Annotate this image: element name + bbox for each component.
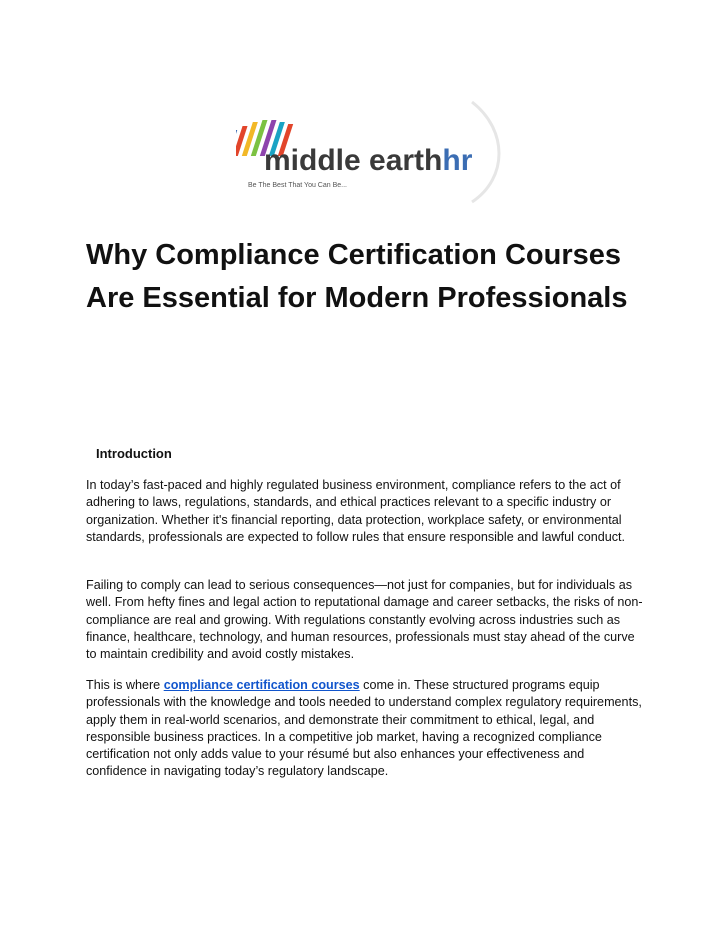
document-title: Why Compliance Certification Courses Are Essential for Modern Professionals <box>86 239 628 314</box>
compliance-courses-link[interactable]: compliance certification courses <box>163 678 360 692</box>
paragraph-2: Failing to comply can lead to serious consequences—not just for companies, but for individuals as well. From hefty fines and legal action to reputational damage and career setbacks, the risks of non-compliance are real and growing. With regulations constantly evolving across industries such as finance, healthcare, technology, and human resources, professionals must stay ahead of the curve to maintain credibility and avoid costly mistakes. <box>86 578 643 662</box>
logo-arc <box>472 102 499 202</box>
paragraph-3-intro: This is where <box>86 678 164 692</box>
logo-wordmark: middle earthhr <box>264 144 473 177</box>
paragraph-1: In today’s fast-paced and highly regulated business environment, compliance refers to the act of adhering to laws, regulations, standards, and ethical practices relevant to a specific industry or organization. Whether it's financial reporting, data protection, workplace safety, or environmental standards, professionals are expected to follow rules that ensure responsible and lawful conduct. <box>86 478 626 544</box>
logo-graphic <box>236 100 506 205</box>
paragraph-3 <box>86 677 644 781</box>
logo-tagline: Be The Best That You Can Be... <box>248 182 347 189</box>
paragraph-3-body: come in. These structured programs equip professionals with the knowledge and tools needed to understand complex regulatory requirements, apply them in real-world scenarios, and demonstrate their commitment to ethical, legal, and responsible business practices. In a competitive job market, having a recognized compliance certification not only adds value to your résumé but also enhances your effectiveness and confidence in navigating today’s regulatory landscape. <box>86 678 642 779</box>
introduction-heading: Introduction <box>96 446 172 461</box>
company-logo <box>236 100 506 205</box>
